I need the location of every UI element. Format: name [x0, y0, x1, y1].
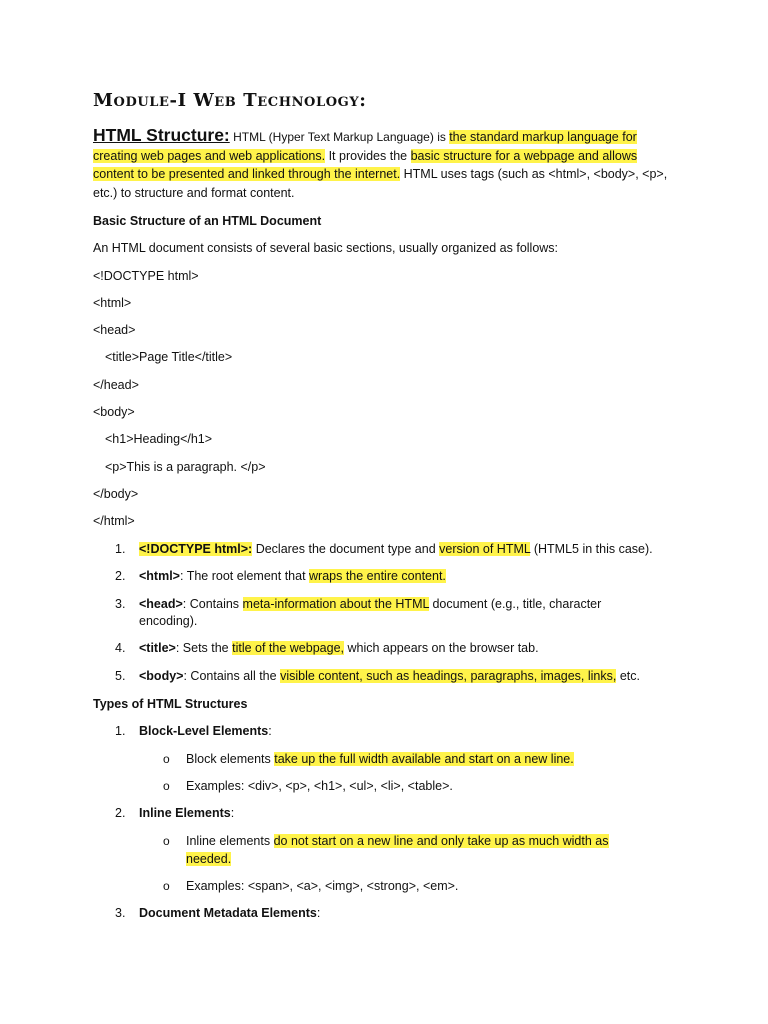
list-number: 5. [115, 669, 126, 683]
sub-list-item: Inline elements do not start on a new line and only take up as much width as needed. [186, 834, 609, 866]
sub-list-item: Examples: <div>, <p>, <h1>, <ul>, <li>, <table>. [186, 779, 453, 793]
code-line: <!DOCTYPE html> [93, 269, 199, 283]
list-number: 1. [115, 724, 126, 738]
code-line: <title>Page Title</title> [105, 350, 233, 364]
list-number: 2. [115, 569, 126, 583]
list-item: <title>: Sets the title of the webpage, which appears on the browser tab. [139, 641, 539, 655]
list-number: 2. [115, 806, 126, 820]
list-number: 3. [115, 597, 126, 611]
intro-tail: HTML uses tags (such as <html>, <body>, <p>, etc.) to structure and format content. [93, 167, 668, 200]
highlight-standard-markup: the standard markup language for creating web pages and web applications. [93, 130, 637, 163]
sub-list-item: Examples: <span>, <a>, <img>, <strong>, <em>. [186, 879, 459, 893]
intro-lead: HTML (Hyper Text Markup Language) is [229, 130, 450, 144]
intro-paragraph [93, 126, 673, 202]
basic-structure-text: An HTML document consists of several basic sections, usually organized as follows: [93, 241, 559, 255]
list-number: 1. [115, 542, 126, 556]
list-item: <body>: Contains all the visible content, such as headings, paragraphs, images, links, etc. [139, 669, 640, 683]
types-heading: Types of HTML Structures [93, 697, 248, 711]
intro-mid: It provides the [325, 148, 411, 163]
code-line: <h1>Heading</h1> [105, 432, 213, 446]
code-line: <body> [93, 405, 135, 419]
bullet-icon: o [163, 834, 170, 848]
highlight-basic-structure: basic structure for a webpage and allows content to be presented and linked through the internet. [93, 148, 638, 181]
sub-list-item: Block elements take up the full width available and start on a new line. [186, 752, 574, 766]
code-line: <html> [93, 296, 132, 310]
code-line: <p>This is a paragraph. </p> [105, 460, 266, 474]
code-line: <head> [93, 323, 136, 337]
type-item-inline: Inline Elements: [139, 806, 235, 820]
html-structure-label: HTML Structure: [93, 125, 230, 145]
list-item: <head>: Contains meta-information about the HTML document (e.g., title, character encoding). [139, 597, 602, 628]
bullet-icon: o [163, 752, 170, 766]
module-title: Module-I Web Technology: [93, 90, 367, 111]
list-item: <html>: The root element that wraps the entire content. [139, 569, 446, 583]
basic-structure-heading: Basic Structure of an HTML Document [93, 214, 322, 228]
bullet-icon: o [163, 779, 170, 793]
list-item: <!DOCTYPE html>: Declares the document type and version of HTML (HTML5 in this case). [139, 542, 653, 556]
type-item-block-level: Block-Level Elements: [139, 724, 272, 738]
list-number: 3. [115, 906, 126, 920]
type-item-metadata: Document Metadata Elements: [139, 906, 321, 920]
bullet-icon: o [163, 879, 170, 893]
code-line: </body> [93, 487, 139, 501]
list-number: 4. [115, 641, 126, 655]
code-line: </head> [93, 378, 139, 392]
code-line: </html> [93, 514, 135, 528]
